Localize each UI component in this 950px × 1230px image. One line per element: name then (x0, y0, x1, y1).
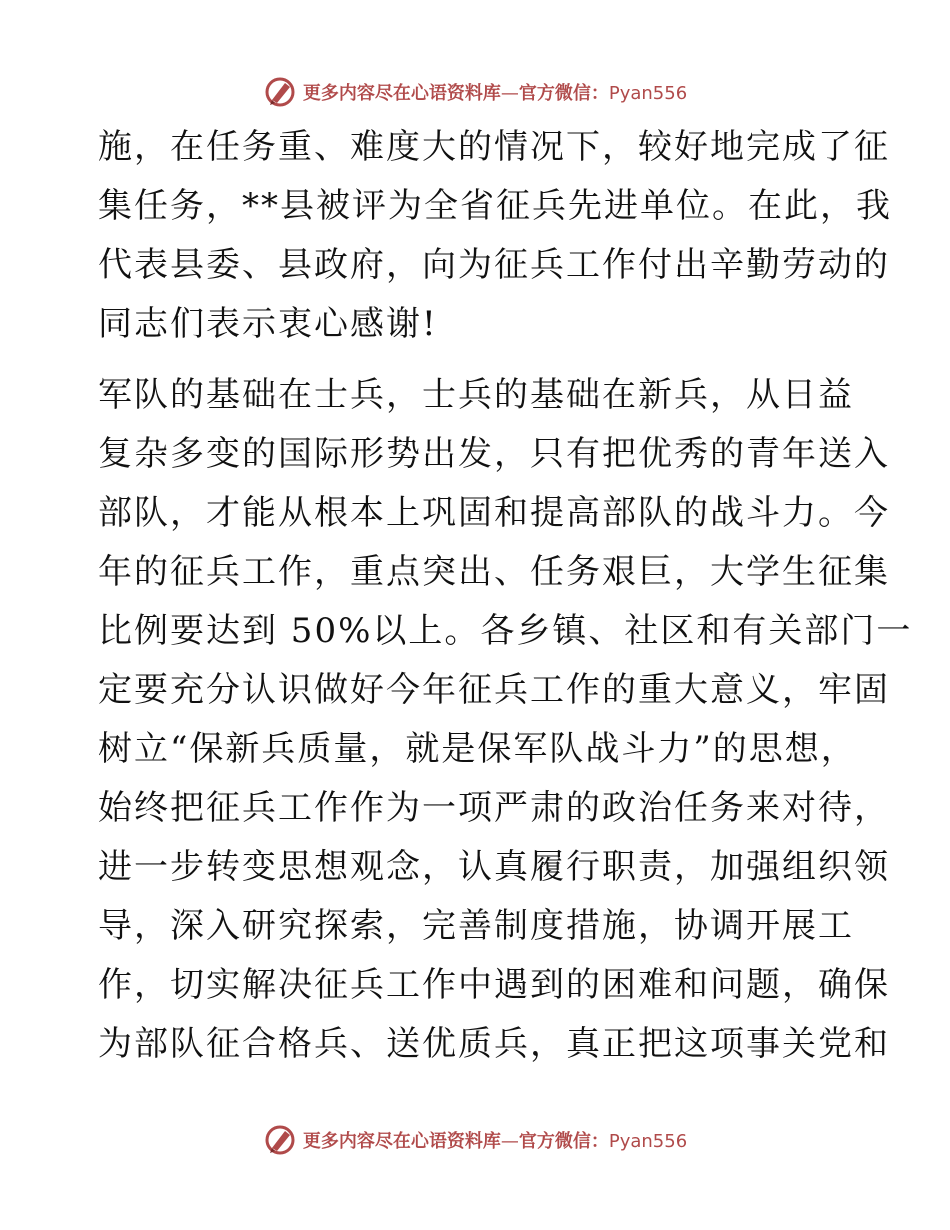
paragraph-2 (98, 366, 913, 1074)
footer-banner-dash: — (500, 1131, 519, 1152)
header-banner-text: 更多内容尽在心语资料库 (302, 83, 501, 104)
text-line: 树立“保新兵质量，就是保军队战斗力”的思想， (98, 729, 857, 769)
footer-banner-wechat-label: 官方微信： (518, 1131, 609, 1152)
text-line: 进一步转变思想观念，认真履行职责，加强组织领 (98, 847, 890, 887)
text-line: 复杂多变的国际形势出发，只有把优秀的青年送入 (98, 434, 890, 474)
document-body (98, 118, 913, 1074)
footer-banner-wechat-id: Pyan556 (608, 1131, 688, 1152)
text-line: 代表县委、县政府，向为征兵工作付出辛勤劳动的 (98, 245, 890, 285)
text-line: 部队，才能从根本上巩固和提高部队的战斗力。今 (98, 493, 890, 533)
pen-logo-icon (263, 1123, 297, 1157)
text-line: 定要充分认识做好今年征兵工作的重大意义，牢固 (98, 670, 890, 710)
text-line: 军队的基础在士兵，士兵的基础在新兵，从日益 (98, 375, 854, 415)
text-line: 为部队征合格兵、送优质兵，真正把这项事关党和 (98, 1024, 890, 1064)
paragraph-1 (98, 118, 892, 354)
header-banner-label (303, 79, 687, 105)
header-banner-wechat-label: 官方微信： (518, 83, 609, 104)
text-line: 施，在任务重、难度大的情况下，较好地完成了征 (98, 127, 890, 167)
text-line: 集任务，**县被评为全省征兵先进单位。在此，我 (98, 186, 892, 226)
footer-banner-label (303, 1127, 687, 1153)
text-line: 年的征兵工作，重点突出、任务艰巨，大学生征集 (98, 552, 890, 592)
text-line: 作，切实解决征兵工作中遇到的困难和问题，确保 (98, 965, 890, 1005)
pen-logo-icon (263, 75, 297, 109)
footer-banner-text: 更多内容尽在心语资料库 (302, 1131, 501, 1152)
text-line: 始终把征兵工作作为一项严肃的政治任务来对待， (98, 788, 890, 828)
text-line: 比例要达到 50%以上。各乡镇、社区和有关部门一 (98, 611, 913, 651)
header-banner (0, 72, 950, 112)
text-line: 导，深入研究探索，完善制度措施，协调开展工 (98, 906, 854, 946)
header-banner-dash: — (500, 83, 519, 104)
footer-banner (0, 1120, 950, 1160)
paragraph-gap (98, 354, 858, 366)
text-line: 同志们表示衷心感谢! (98, 304, 438, 344)
header-banner-wechat-id: Pyan556 (608, 83, 688, 104)
